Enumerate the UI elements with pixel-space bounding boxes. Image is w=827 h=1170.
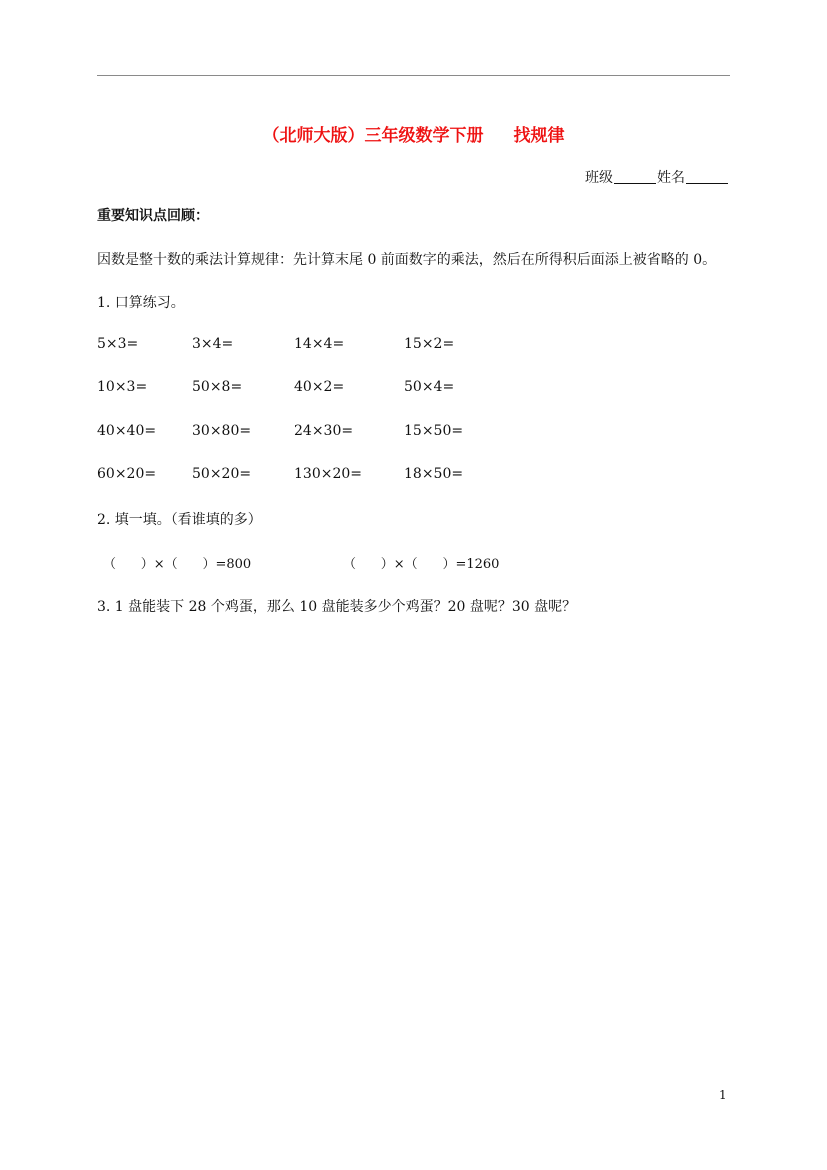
question-3-label: 3. 1 盘能装下 28 个鸡蛋，那么 10 盘能装多少个鸡蛋？20 盘呢？30 盘呢？ — [97, 599, 577, 615]
title-topic: 找规律 — [513, 126, 565, 146]
class-blank[interactable] — [614, 169, 656, 184]
math-problem: 50×20= — [192, 465, 252, 482]
math-problem: 40×2= — [294, 379, 345, 396]
review-heading: 重要知识点回顾： — [97, 208, 209, 224]
fill-in-row — [97, 553, 597, 571]
math-problem: 50×4= — [404, 379, 455, 396]
math-problem: 130×20= — [294, 465, 362, 482]
question-2-label: 2. 填一填。（看谁填的多） — [97, 512, 262, 528]
math-problem: 5×3= — [97, 336, 139, 352]
fill-expression-800: （ ）×（ ）=800 — [103, 557, 252, 572]
page-title — [0, 121, 827, 146]
grid-row — [97, 379, 517, 422]
grid-row — [97, 466, 517, 509]
math-problem: 50×8= — [192, 379, 243, 396]
math-problem: 3×4= — [192, 336, 234, 352]
mental-math-grid — [97, 336, 517, 509]
class-label: 班级 — [585, 170, 613, 186]
name-label: 姓名 — [657, 170, 685, 186]
title-main: （北师大版）三年级数学下册 — [262, 126, 484, 146]
page-number: 1 — [719, 1088, 727, 1102]
math-problem: 40×40= — [97, 422, 157, 439]
math-problem: 30×80= — [192, 422, 252, 439]
name-blank[interactable] — [686, 169, 728, 184]
header-rule — [97, 75, 730, 76]
math-problem: 14×4= — [294, 336, 345, 352]
math-problem: 60×20= — [97, 465, 157, 482]
math-problem: 15×50= — [404, 422, 464, 439]
math-problem: 18×50= — [404, 465, 464, 482]
class-name-line — [585, 167, 729, 187]
grid-row — [97, 423, 517, 466]
math-problem: 15×2= — [404, 336, 455, 352]
question-1-label: 1. 口算练习。 — [97, 295, 185, 311]
math-problem: 10×3= — [97, 379, 148, 396]
math-problem: 24×30= — [294, 422, 354, 439]
grid-row — [97, 336, 517, 379]
fill-expression-1260: （ ）×（ ）=1260 — [343, 557, 500, 572]
review-rule-text: 因数是整十数的乘法计算规律：先计算末尾 0 前面数字的乘法，然后在所得积后面添上被省略的 0。 — [97, 252, 717, 268]
